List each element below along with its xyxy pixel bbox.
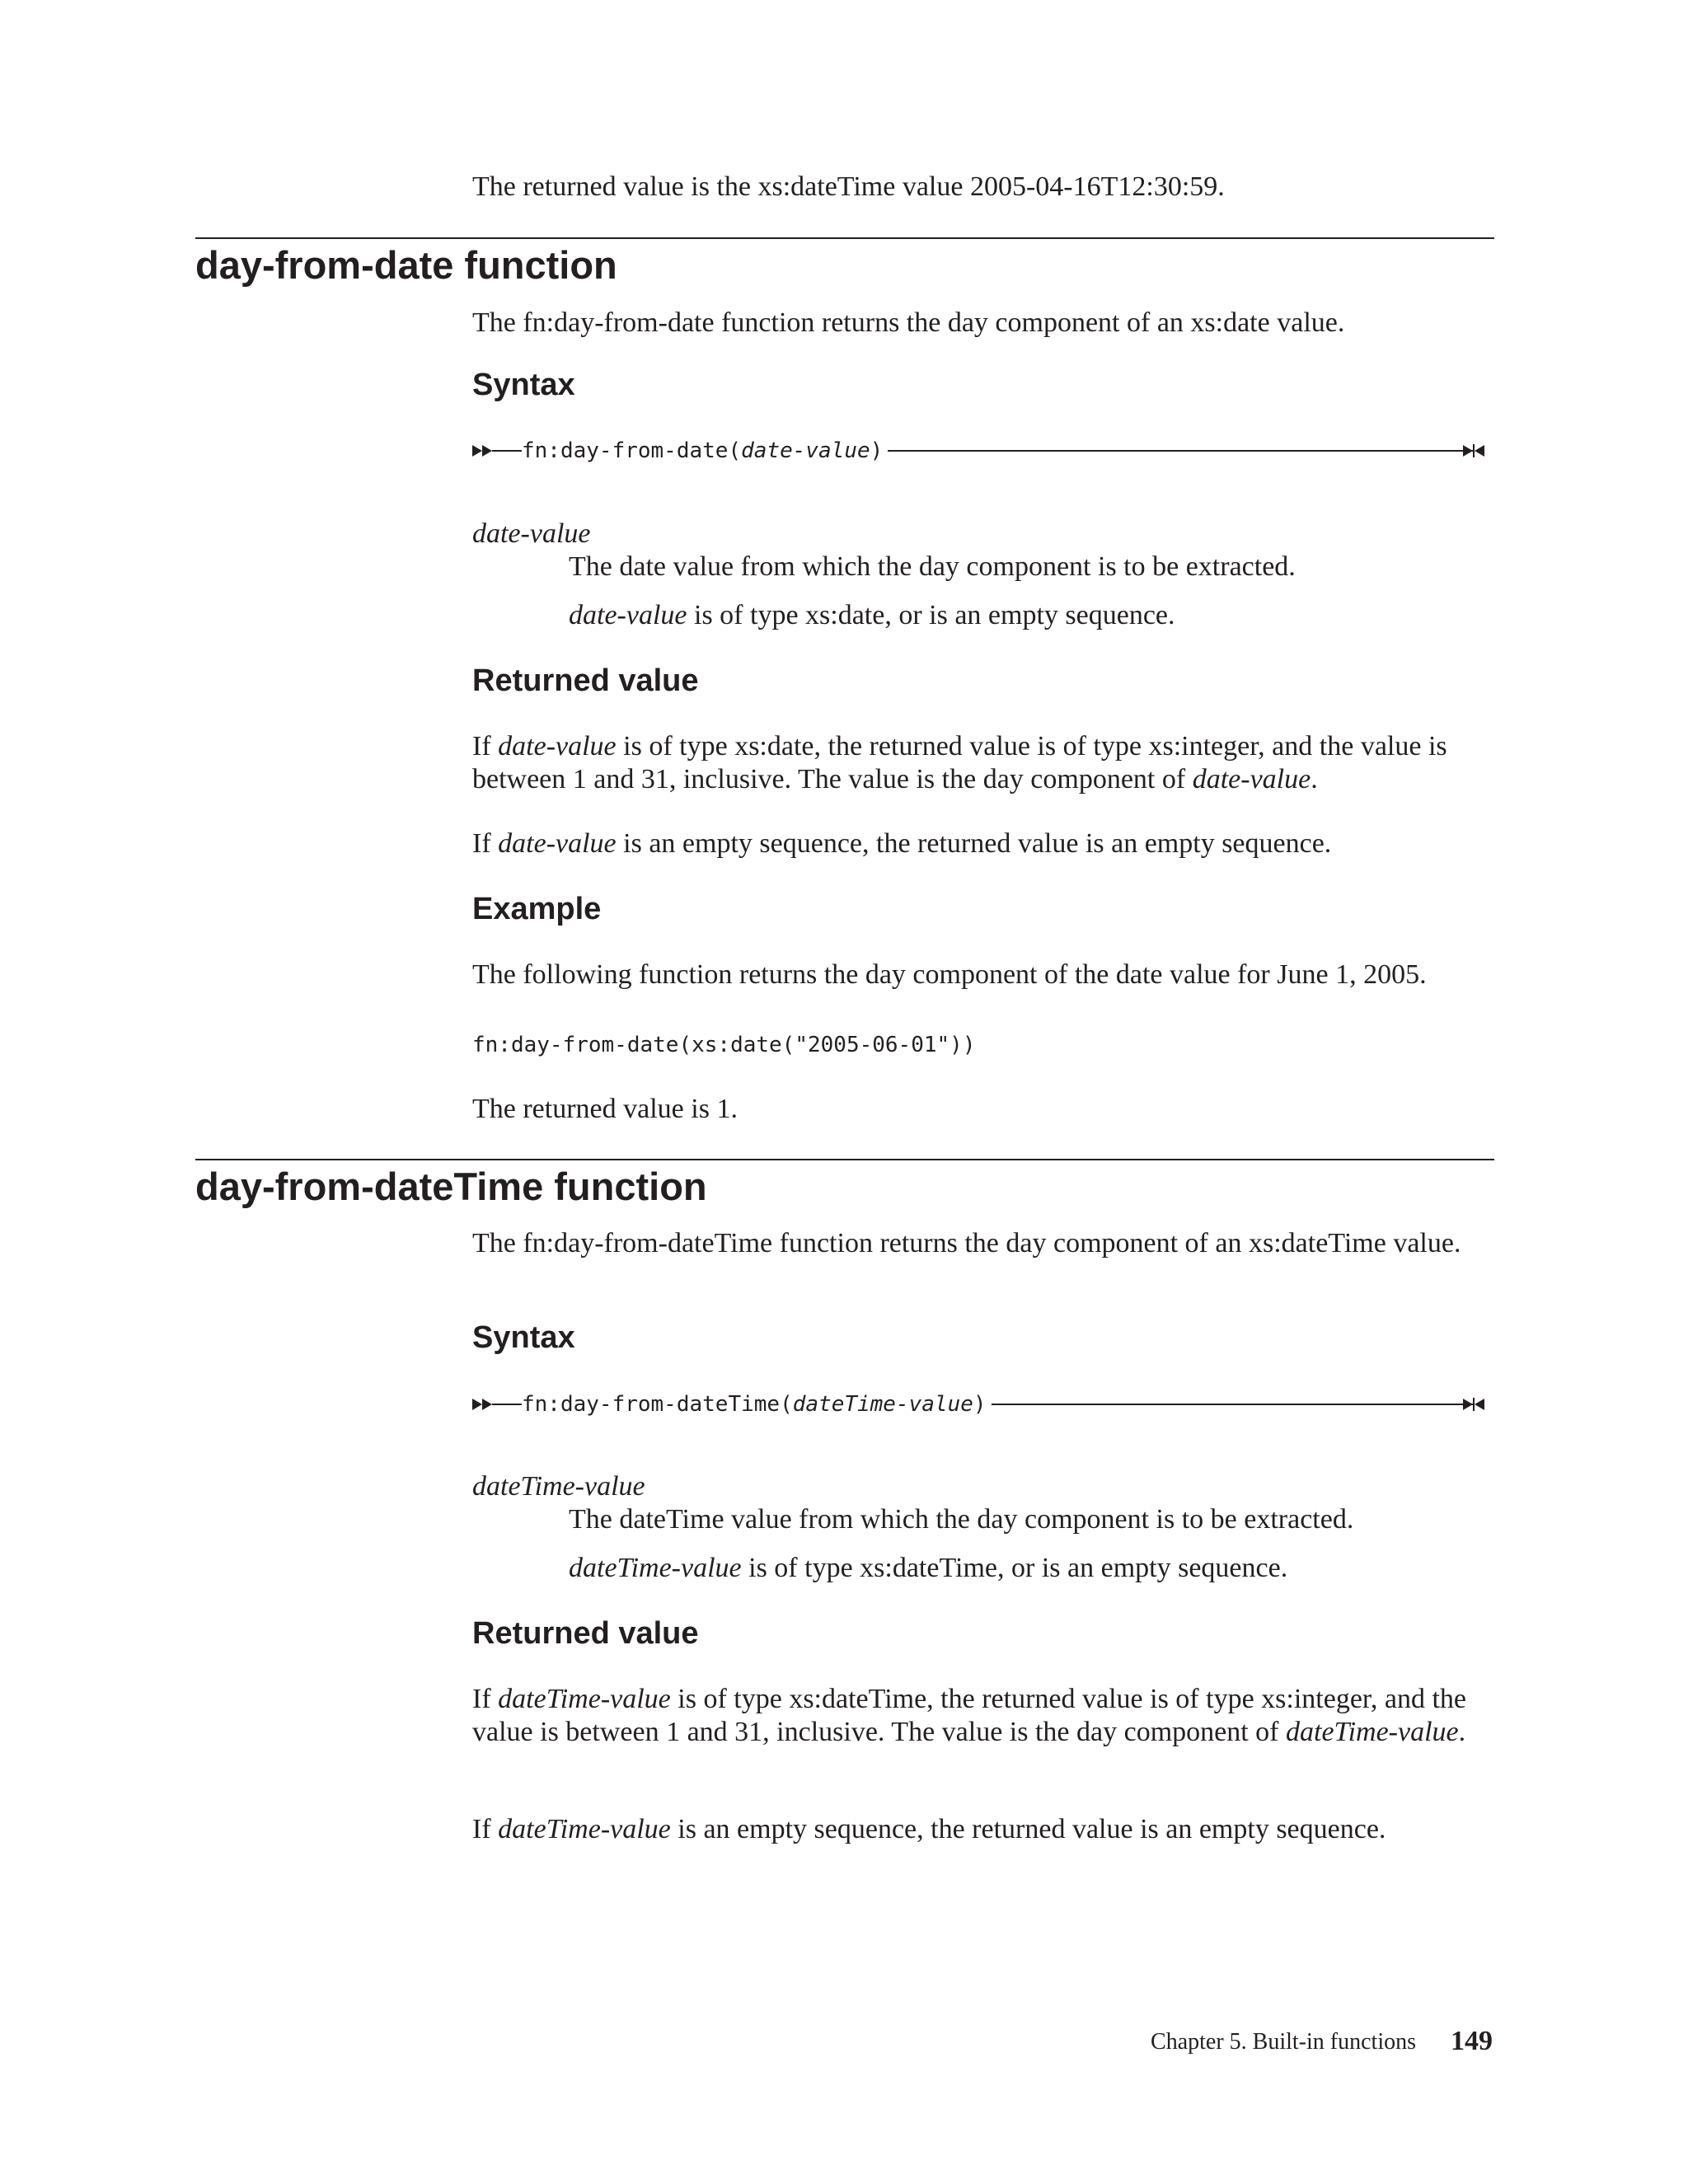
example-result: The returned value is 1. [472, 1094, 738, 1124]
syntax-diagram [472, 1388, 1494, 1421]
returned-value-empty: If dateTime-value is an empty sequence, the returned value is an empty sequence. [472, 1814, 1386, 1844]
example-heading: Example [472, 892, 602, 926]
footer-chapter: Chapter 5. Built-in functions [1151, 2029, 1416, 2055]
example-code: fn:day-from-date(xs:date("2005-06-01")) [472, 1033, 976, 1057]
param-description: The dateTime value from which the day component is to be extracted. [569, 1504, 1354, 1535]
param-description: The date value from which the day component is to be extracted. [569, 551, 1296, 582]
section-title-day-from-datetime: day-from-dateTime function [195, 1165, 707, 1208]
section-description: The fn:day-from-dateTime function returns the day component of an xs:dateTime value. [472, 1228, 1461, 1258]
syntax-heading: Syntax [472, 1320, 575, 1355]
returned-value-heading: Returned value [472, 1616, 699, 1651]
returned-value-heading: Returned value [472, 663, 699, 698]
syntax-heading: Syntax [472, 368, 575, 402]
returned-value-text: If dateTime-value is of type xs:dateTime, the returned value is of type xs:integer, and the value is between 1 and 31, inclusive. The value is the day component of dateTime-value. [472, 1684, 1466, 1747]
example-text: The following function returns the day component of the date value for June 1, 2005. [472, 959, 1427, 990]
page-number: 149 [1451, 2026, 1493, 2056]
section-divider [195, 237, 1494, 239]
syntax-signature: fn:day-from-date(date-value) [522, 434, 888, 467]
returned-value-empty: If date-value is an empty sequence, the returned value is an empty sequence. [472, 828, 1332, 859]
param-term: date-value [472, 518, 591, 549]
intro-paragraph: The returned value is the xs:dateTime value 2005-04-16T12:30:59. [472, 171, 1225, 202]
section-description: The fn:day-from-date function returns the day component of an xs:date value. [472, 307, 1345, 338]
param-type: date-value is of type xs:date, or is an empty sequence. [569, 600, 1175, 630]
returned-value-text: If date-value is of type xs:date, the returned value is of type xs:integer, and the value is between 1 and 31, inclusive. The value is the day component of date-value. [472, 731, 1447, 794]
param-type: dateTime-value is of type xs:dateTime, or is an empty sequence. [569, 1553, 1288, 1583]
syntax-diagram [472, 434, 1494, 467]
section-divider [195, 1159, 1494, 1160]
syntax-signature: fn:day-from-dateTime(dateTime-value) [522, 1388, 992, 1421]
param-term: dateTime-value [472, 1471, 645, 1502]
section-title-day-from-date: day-from-date function [195, 243, 617, 287]
